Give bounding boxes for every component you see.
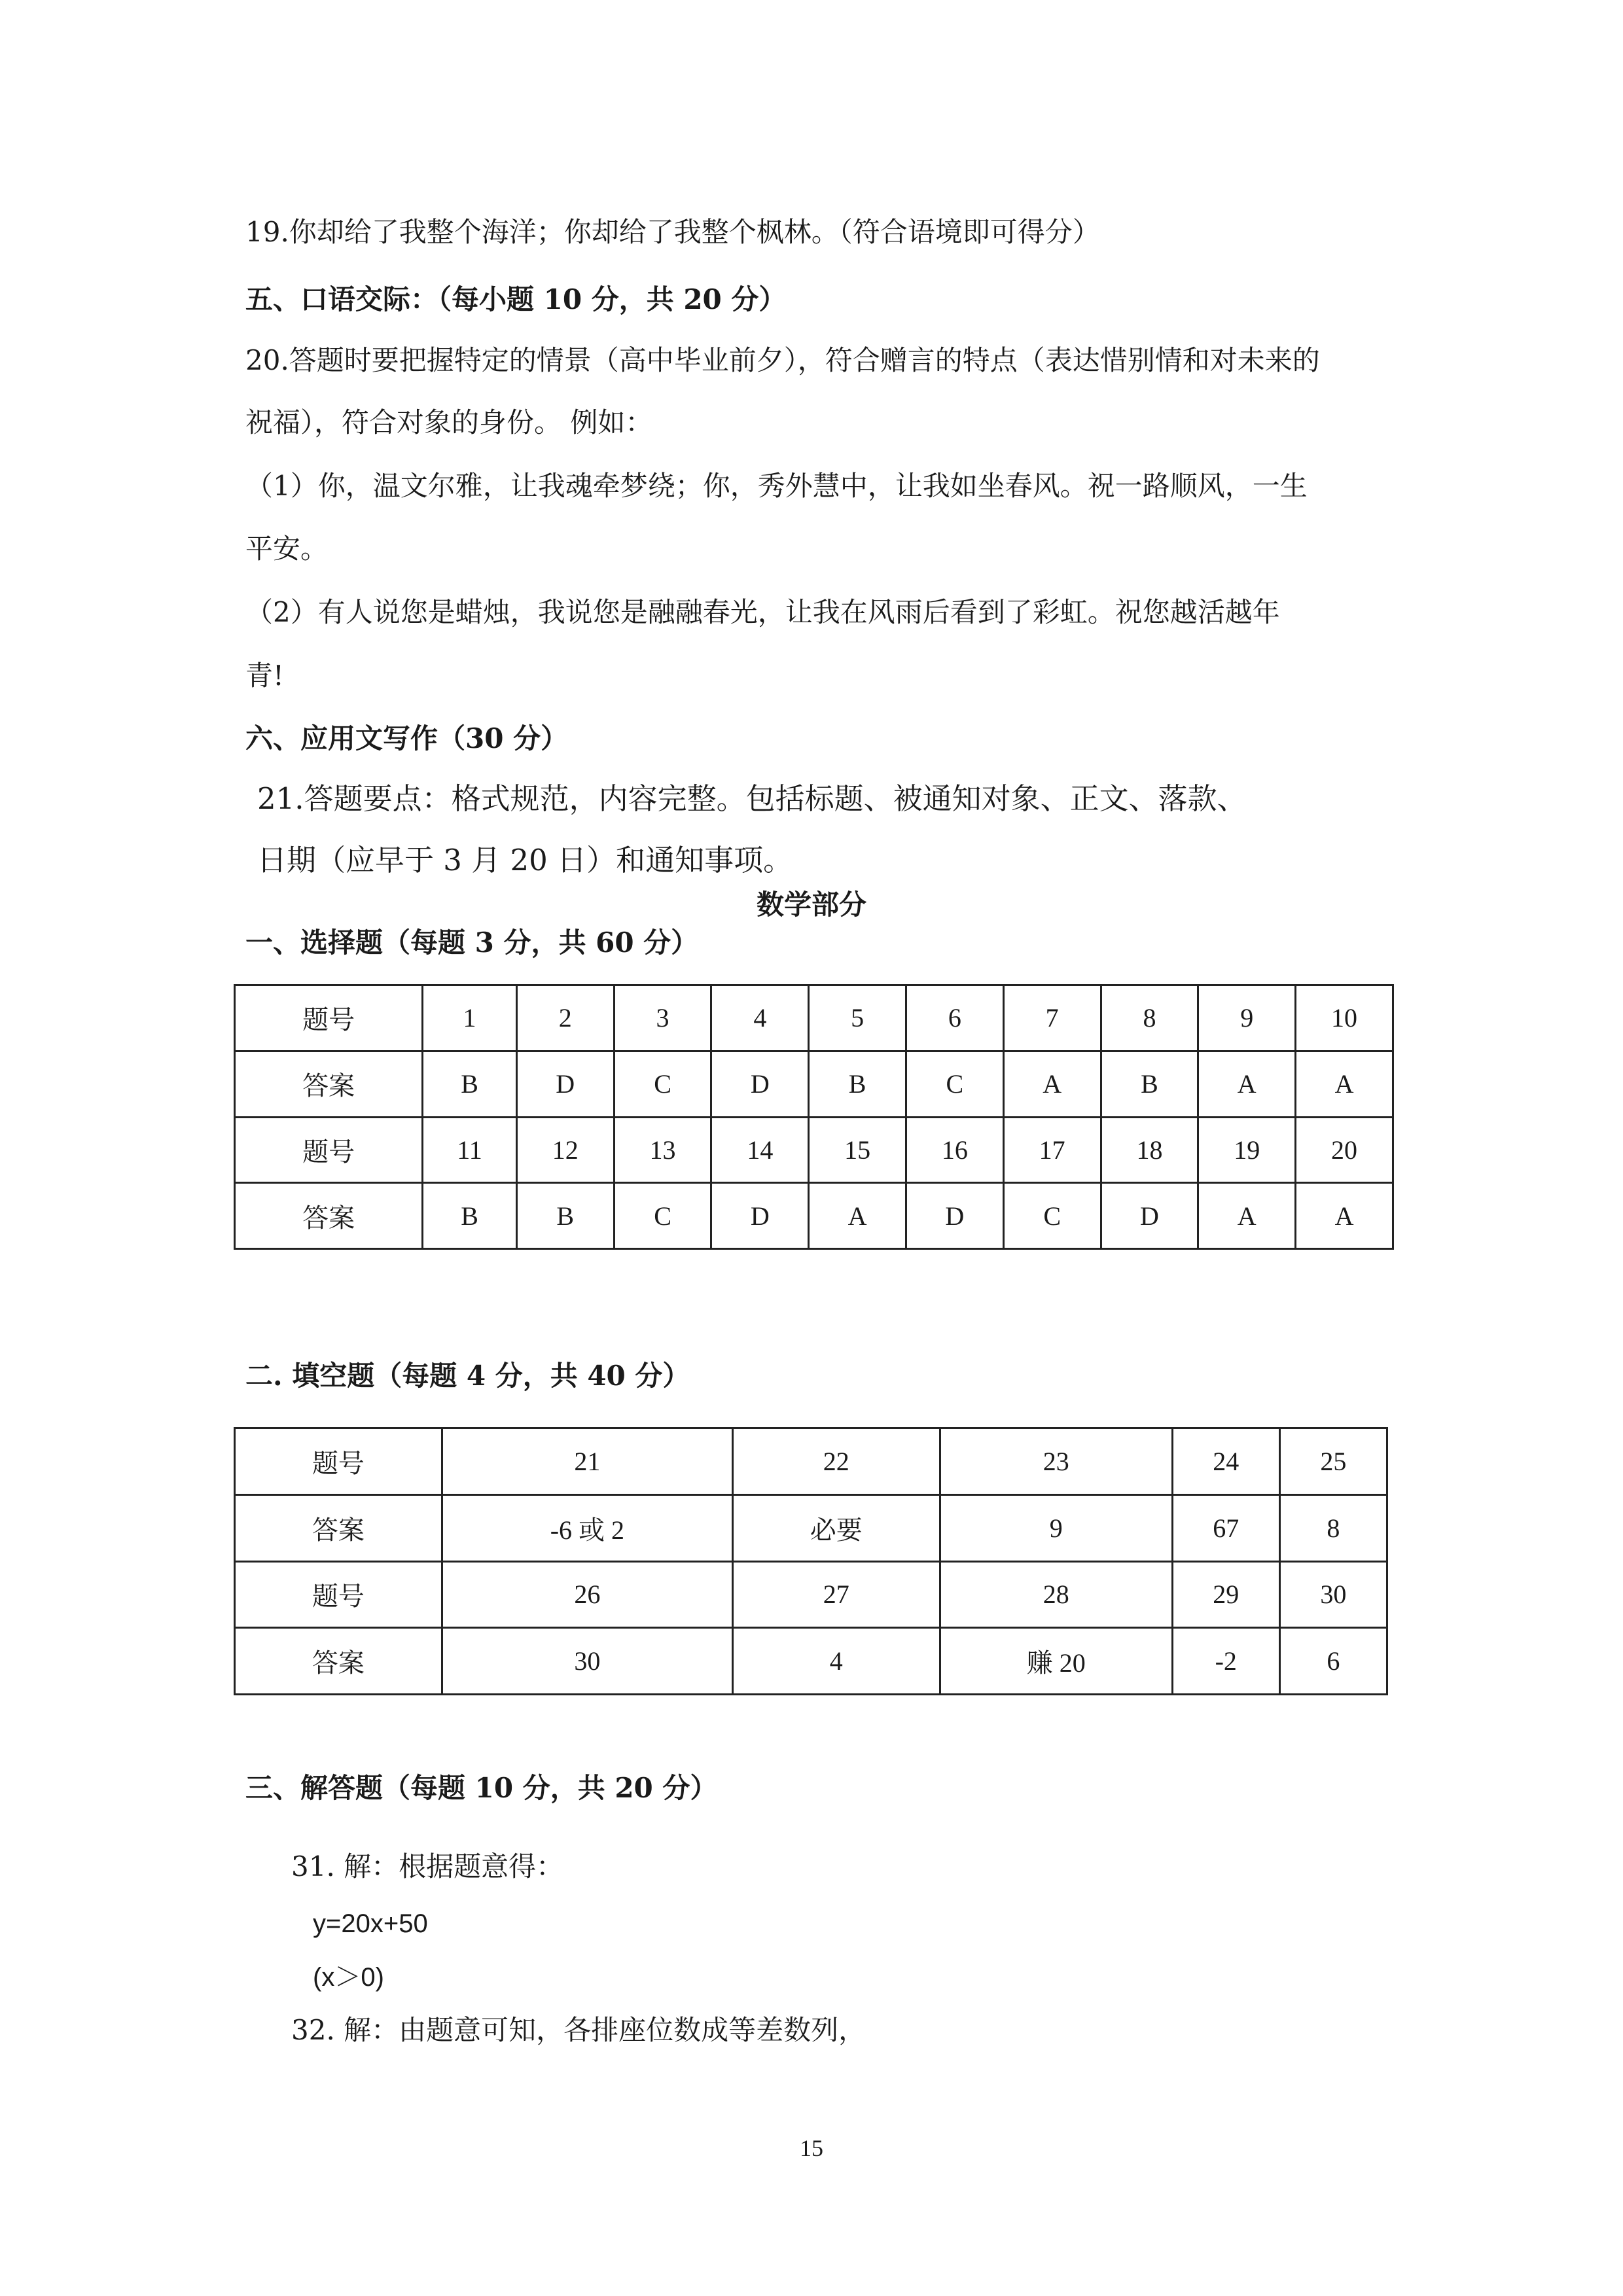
math-section2-title: 二. 填空题（每题 4 分，共 40 分） — [245, 1360, 690, 1392]
table-row — [235, 1628, 1387, 1695]
table-cell: B — [1101, 1051, 1198, 1117]
q21-line1: 21.答题要点：格式规范，内容完整。包括标题、被通知对象、正文、落款、 — [257, 781, 1247, 816]
table-cell: 17 — [1003, 1117, 1101, 1183]
table-cell: 27 — [732, 1561, 940, 1628]
table-cell: D — [906, 1183, 1003, 1249]
q31-condition: (x＞0) — [313, 1963, 384, 1992]
table-cell: 12 — [516, 1117, 614, 1183]
table-row — [235, 985, 1393, 1051]
table-cell: D — [711, 1051, 809, 1117]
table-cell: C — [1003, 1183, 1101, 1249]
table-row-label: 题号 — [235, 1428, 442, 1495]
q20-line2: 祝福），符合对象的身份。 例如： — [245, 406, 653, 438]
table-row-label: 答案 — [235, 1494, 442, 1561]
table-row — [235, 1117, 1393, 1183]
table-cell: D — [516, 1051, 614, 1117]
math-section1-title: 一、选择题（每题 3 分，共 60 分） — [245, 927, 699, 959]
q20-example1-line1: （1）你，温文尔雅，让我魂牵梦绕；你，秀外慧中，让我如坐春风。祝一路顺风，一生 — [245, 470, 1308, 502]
table-cell: C — [614, 1051, 711, 1117]
table-cell: B — [516, 1183, 614, 1249]
table-cell: 19 — [1198, 1117, 1296, 1183]
table-cell: D — [711, 1183, 809, 1249]
table-cell: 15 — [809, 1117, 906, 1183]
table-cell: 18 — [1101, 1117, 1198, 1183]
table-row-label: 题号 — [235, 1561, 442, 1628]
table-cell: 9 — [940, 1494, 1172, 1561]
table-cell: A — [1198, 1183, 1296, 1249]
table-cell: 9 — [1198, 985, 1296, 1051]
q19-answer: 19.你却给了我整个海洋；你却给了我整个枫林。（符合语境即可得分） — [245, 216, 1100, 248]
fill-answer-table — [234, 1427, 1388, 1695]
table-cell: 13 — [614, 1117, 711, 1183]
table-cell: 25 — [1279, 1428, 1387, 1495]
table-cell: 6 — [906, 985, 1003, 1051]
table-cell: C — [614, 1183, 711, 1249]
table-cell: 11 — [423, 1117, 517, 1183]
section5-title: 五、口语交际：（每小题 10 分，共 20 分） — [245, 283, 787, 315]
table-row — [235, 1051, 1393, 1117]
q31-intro: 31. 解：根据题意得： — [291, 1850, 564, 1882]
table-cell: 20 — [1296, 1117, 1393, 1183]
table-cell: 1 — [423, 985, 517, 1051]
table-cell: 2 — [516, 985, 614, 1051]
table-row — [235, 1183, 1393, 1249]
table-cell: 8 — [1279, 1494, 1387, 1561]
table-cell: 必要 — [732, 1494, 940, 1561]
q31-equation: y=20x+50 — [313, 1909, 428, 1938]
q20-example1-line2: 平安。 — [245, 533, 329, 565]
table-row — [235, 1428, 1387, 1495]
table-cell: 4 — [732, 1628, 940, 1695]
table-cell: A — [809, 1183, 906, 1249]
table-cell: B — [423, 1183, 517, 1249]
table-cell: 赚 20 — [940, 1628, 1172, 1695]
table-cell: C — [906, 1051, 1003, 1117]
table-cell: A — [1003, 1051, 1101, 1117]
table-row-label: 题号 — [235, 985, 423, 1051]
page-number: 15 — [800, 2135, 823, 2161]
table-cell: B — [809, 1051, 906, 1117]
table-cell: 10 — [1296, 985, 1393, 1051]
table-cell: 26 — [442, 1561, 732, 1628]
table-cell: 6 — [1279, 1628, 1387, 1695]
table-row-label: 答案 — [235, 1628, 442, 1695]
table-cell: A — [1296, 1183, 1393, 1249]
q32-intro: 32. 解：由题意可知，各排座位数成等差数列， — [291, 2014, 866, 2046]
table-cell: 67 — [1172, 1494, 1279, 1561]
table-cell: 5 — [809, 985, 906, 1051]
table-cell: B — [423, 1051, 517, 1117]
table-cell: 28 — [940, 1561, 1172, 1628]
choice-answer-table — [234, 984, 1394, 1250]
table-cell: 8 — [1101, 985, 1198, 1051]
q20-example2-line2: 青! — [245, 660, 284, 692]
table-row — [235, 1494, 1387, 1561]
table-cell: -2 — [1172, 1628, 1279, 1695]
math-part-title: 数学部分 — [756, 889, 866, 921]
table-cell: 3 — [614, 985, 711, 1051]
table-cell: 7 — [1003, 985, 1101, 1051]
table-cell: 29 — [1172, 1561, 1279, 1628]
table-row — [235, 1561, 1387, 1628]
table-cell: 21 — [442, 1428, 732, 1495]
table-cell: A — [1296, 1051, 1393, 1117]
table-row-label: 题号 — [235, 1117, 423, 1183]
section6-title: 六、应用文写作（30 分） — [245, 722, 569, 754]
math-section3-title: 三、解答题（每题 10 分，共 20 分） — [245, 1772, 718, 1804]
table-cell: -6 或 2 — [442, 1494, 732, 1561]
table-cell: 16 — [906, 1117, 1003, 1183]
table-row-label: 答案 — [235, 1183, 423, 1249]
q20-line1: 20.答题时要把握特定的情景（高中毕业前夕），符合赠言的特点（表达惜别情和对未来的 — [245, 344, 1320, 376]
table-cell: 30 — [1279, 1561, 1387, 1628]
table-cell: 4 — [711, 985, 809, 1051]
table-cell: 14 — [711, 1117, 809, 1183]
table-cell: 23 — [940, 1428, 1172, 1495]
table-cell: A — [1198, 1051, 1296, 1117]
table-cell: 30 — [442, 1628, 732, 1695]
table-cell: D — [1101, 1183, 1198, 1249]
q21-line2: 日期（应早于 3 月 20 日）和通知事项。 — [257, 843, 793, 877]
table-cell: 22 — [732, 1428, 940, 1495]
q20-example2-line1: （2）有人说您是蜡烛，我说您是融融春光，让我在风雨后看到了彩虹。祝您越活越年 — [245, 596, 1280, 628]
table-row-label: 答案 — [235, 1051, 423, 1117]
table-cell: 24 — [1172, 1428, 1279, 1495]
